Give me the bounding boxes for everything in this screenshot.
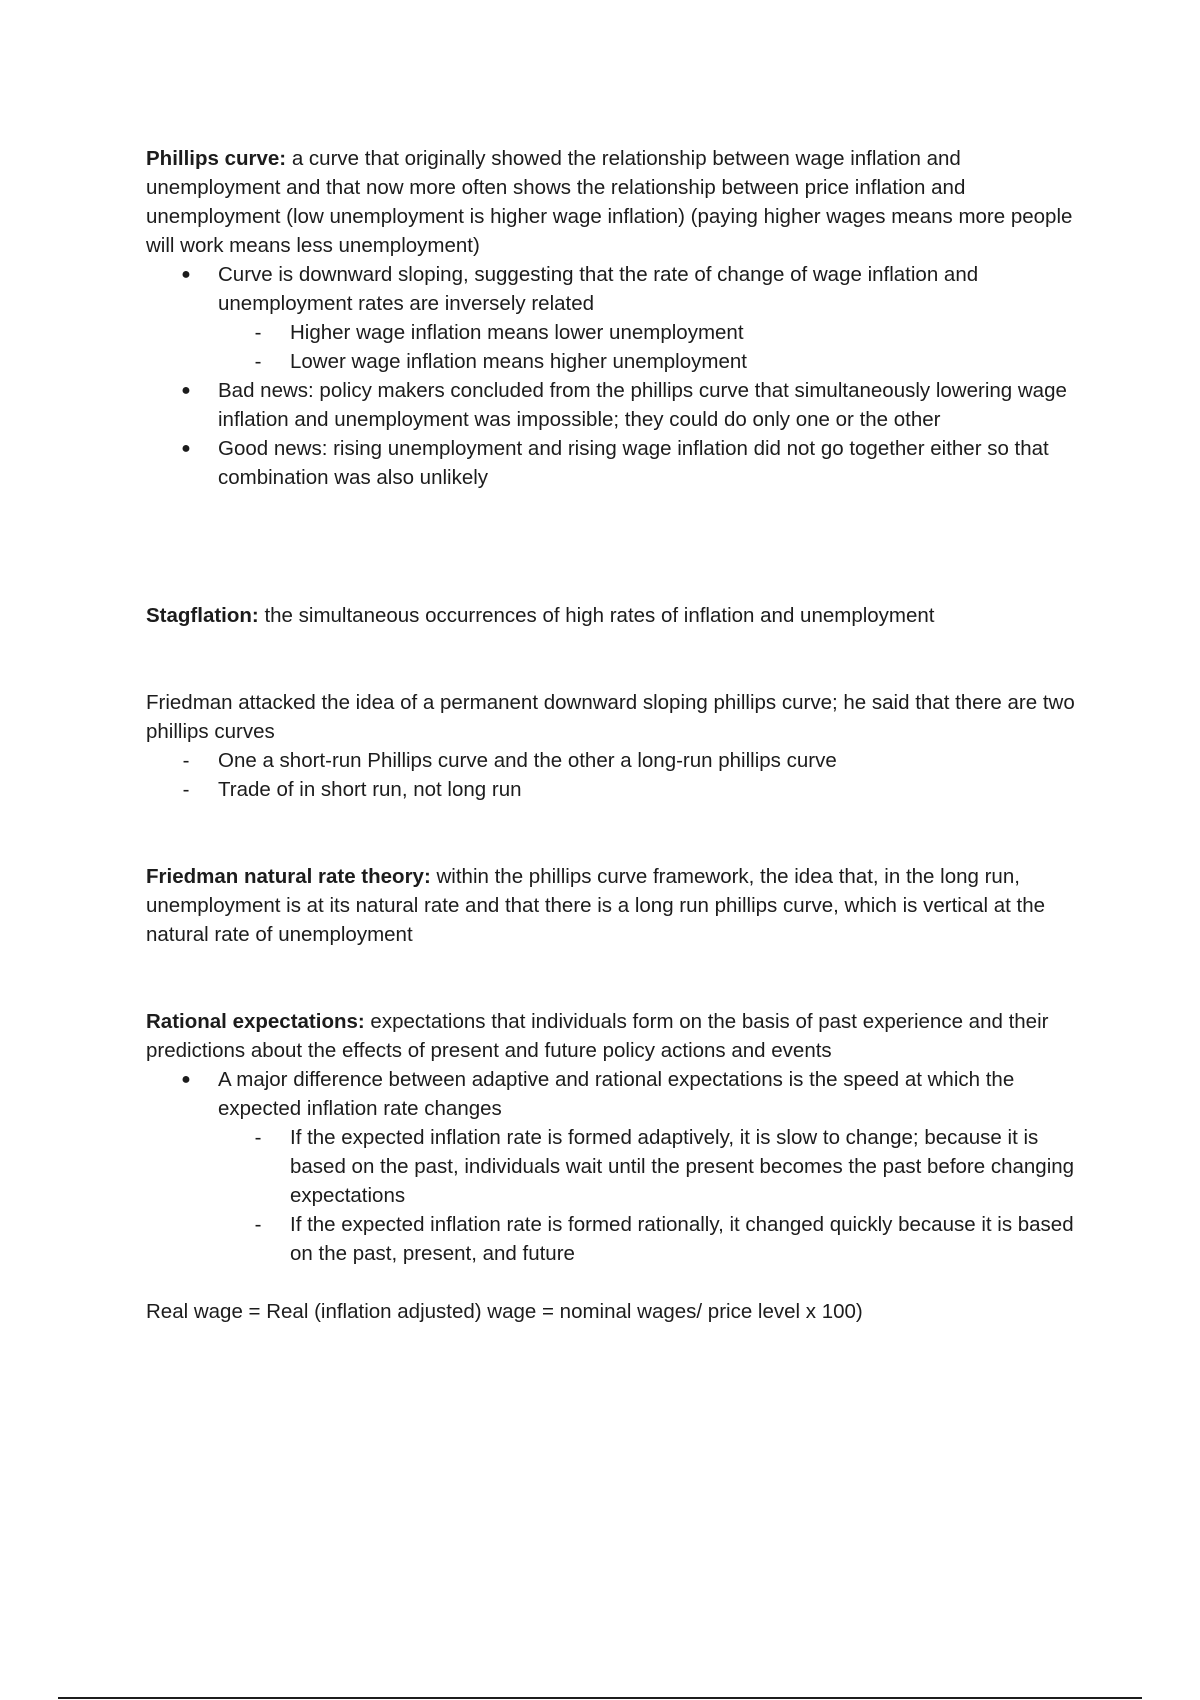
real-wage-formula: Real wage = Real (inflation adjusted) wage = nominal wages/ price level x 100): [146, 1300, 863, 1323]
phillips-definition: [146, 144, 1086, 260]
bullet-icon: ●: [181, 382, 191, 399]
list-item-text: Higher wage inflation means lower unemployment: [290, 321, 744, 344]
list-item: [146, 1123, 1086, 1210]
natural-rate-definition: [146, 862, 1086, 949]
list-item: [146, 1065, 1086, 1123]
definition-text: the simultaneous occurrences of high rates of inflation and unemployment: [258, 604, 935, 627]
list-item: [146, 1210, 1086, 1268]
section-friedman: [146, 688, 1086, 804]
document-page: [146, 144, 1086, 1326]
definition-text: a curve that originally showed the relationship between wage inflation and unemployment and that now more often shows the relationship between price inflation and unemployment (low unemployment is higher wage inflation) (paying higher wages means more people will work means less unemployment): [146, 147, 1073, 257]
definition-text: expectations that individuals form on the basis of past experience and their predictions about the effects of present and future policy actions and events: [146, 1010, 1049, 1062]
section-rational-expectations: [146, 1007, 1086, 1268]
section-phillips-curve: [146, 144, 1086, 492]
list-item-text: If the expected inflation rate is formed adaptively, it is slow to change; because it is based on the past, individuals wait until the present becomes the past before changing expectations: [290, 1126, 1075, 1207]
list-item: [146, 434, 1086, 492]
friedman-bullets: [146, 746, 1086, 804]
list-item-text: Curve is downward sloping, suggesting that the rate of change of wage inflation and unemployment rates are inversely related: [218, 263, 979, 315]
list-item-text: Bad news: policy makers concluded from the phillips curve that simultaneously lowering wage inflation and unemployment was impossible; they could do only one or the other: [218, 379, 1067, 431]
bullet-icon: ●: [181, 266, 191, 283]
list-item: [146, 347, 1086, 376]
dash-icon: -: [254, 1213, 262, 1236]
list-item-text: Trade of in short run, not long run: [218, 778, 522, 801]
list-item-text: One a short-run Phillips curve and the other a long-run phillips curve: [218, 749, 837, 772]
term-label: Stagflation:: [146, 604, 259, 627]
term-label: Phillips curve:: [146, 147, 287, 170]
rational-definition: [146, 1007, 1086, 1065]
friedman-intro: Friedman attacked the idea of a permanent downward sloping phillips curve; he said that there are two phillips curves: [146, 691, 1075, 743]
bullet-icon: ●: [181, 440, 191, 457]
list-item-text: Lower wage inflation means higher unemployment: [290, 350, 747, 373]
list-item: [146, 376, 1086, 434]
list-item: [146, 260, 1086, 318]
definition-text: within the phillips curve framework, the idea that, in the long run, unemployment is at its natural rate and that there is a long run phillips curve, which is vertical at the natural rate of unemployment: [146, 865, 1046, 946]
list-item: [146, 318, 1086, 347]
list-item-text: If the expected inflation rate is formed rationally, it changed quickly because it is based on the past, present, and future: [290, 1213, 1074, 1265]
stagflation-definition: [146, 601, 1086, 630]
list-item: [146, 746, 1086, 775]
dash-icon: -: [254, 1126, 262, 1149]
list-item: [146, 775, 1086, 804]
dash-icon: -: [254, 350, 262, 373]
page-bottom-divider: [58, 1697, 1142, 1699]
phillips-bullets: [146, 260, 1086, 492]
term-label: Rational expectations:: [146, 1010, 365, 1033]
dash-icon: -: [182, 749, 190, 772]
dash-icon: -: [254, 321, 262, 344]
rational-bullets: [146, 1065, 1086, 1268]
term-label: Friedman natural rate theory:: [146, 865, 431, 888]
list-item-text: A major difference between adaptive and rational expectations is the speed at which the expected inflation rate changes: [218, 1068, 1015, 1120]
dash-icon: -: [182, 778, 190, 801]
list-item-text: Good news: rising unemployment and rising wage inflation did not go together either so that combination was also unlikely: [218, 437, 1049, 489]
bullet-icon: ●: [181, 1071, 191, 1088]
